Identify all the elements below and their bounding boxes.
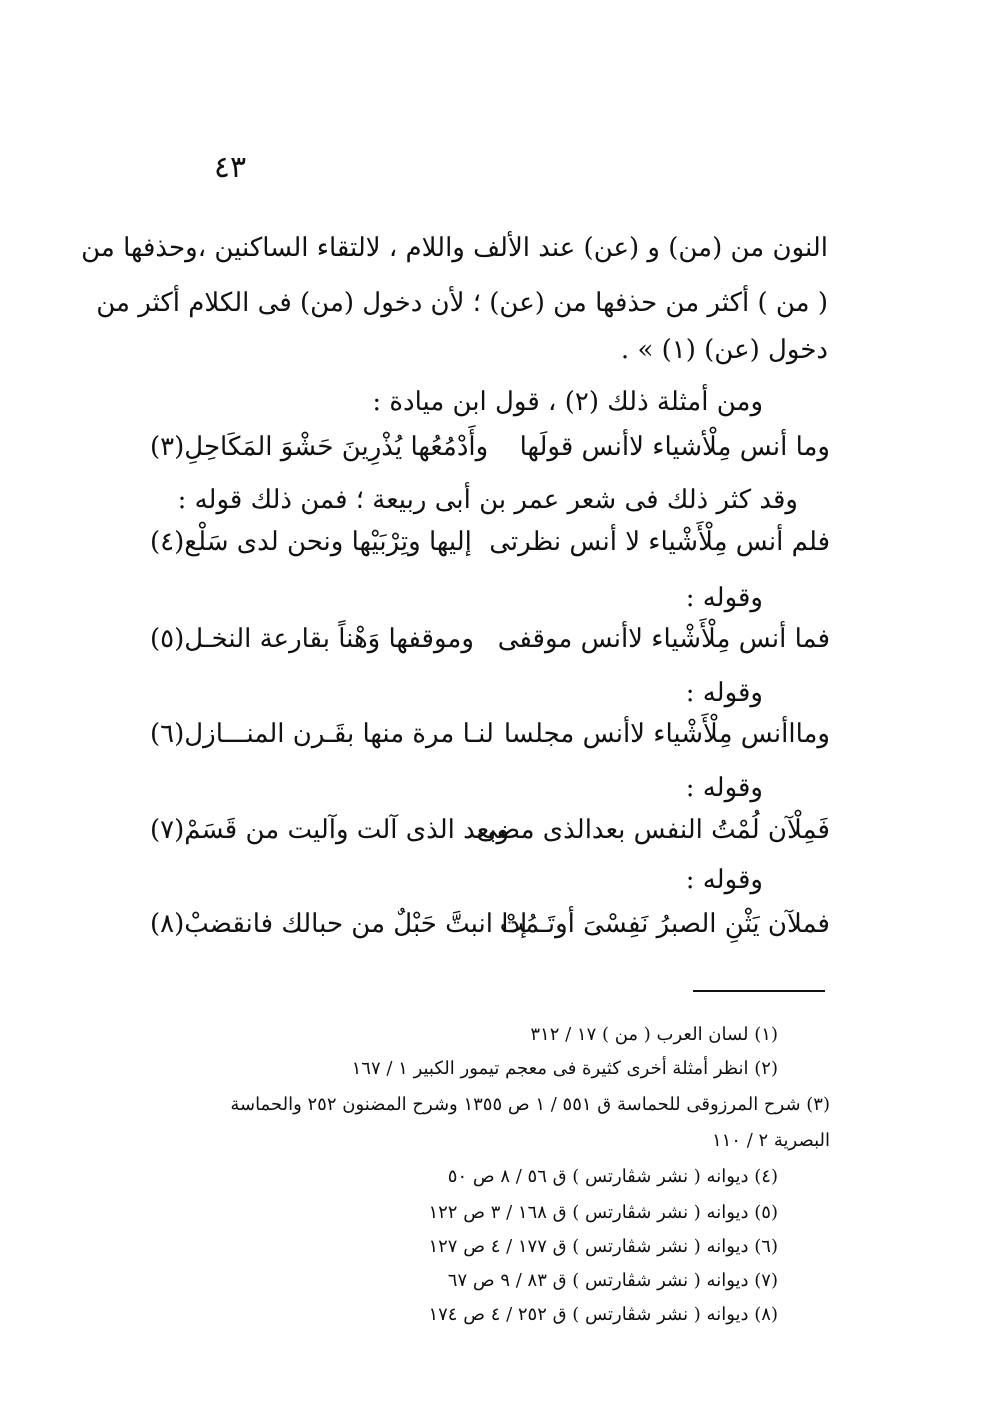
footnote: (٧) ديوانه ( نشر شڤارتس ) ق ٨٣ / ٩ ص ٦٧	[447, 1270, 778, 1291]
verse-second-hemistich: وموقفها وَهْناً بقارعة النخـل(٥)	[150, 624, 474, 654]
verse-line	[150, 902, 830, 946]
verse-first-hemistich: فلم أنس مِلْأَشْياء لا أنس نظرتى	[489, 527, 830, 557]
paragraph-line: دخول (عن) (١) » .	[620, 335, 828, 365]
paragraph-line: النون من (من) و (عن) عند الألف واللام ، لالتقاء الساكنين ،وحذفها من	[81, 233, 828, 263]
verse-second-hemistich: وأَدْمُعُها يُذْرِينَ حَشْوَ المَكَاحِلِ(٣)	[150, 432, 489, 462]
verse-first-hemistich: ومااأنس مِلْأَشْياء لاأنس مجلسا	[503, 719, 830, 749]
verse-first-hemistich: فملآن يَثْنِ الصبرُ نَفِسْىَ أوتَـمُتْ	[499, 909, 830, 939]
verse-first-hemistich: فَمِلْآن لُمْتُ النفس بعدالذى مضى	[476, 815, 830, 845]
verse-line	[150, 520, 830, 564]
footnote: (٢) انظر أمثلة أخرى كثيرة فى معجم تيمور الكبير ١ / ١٦٧	[351, 1058, 778, 1079]
page-number: ٤٣	[213, 150, 247, 185]
verse-line	[150, 617, 830, 661]
verse-line	[150, 808, 830, 852]
paragraph-line: ( من ) أكثر من حذفها من (عن) ؛ لأن دخول (من) فى الكلام أكثر من	[96, 288, 828, 318]
wa-qawluhu: وقوله :	[685, 773, 763, 803]
footnote: (٥) ديوانه ( نشر شڤارتس ) ق ١٦٨ / ٣ ص ١٢٢	[428, 1202, 778, 1223]
footnote: (٨) ديوانه ( نشر شڤارتس ) ق ٢٥٢ / ٤ ص ١٧٤	[428, 1304, 778, 1325]
wa-qawluhu: وقوله :	[685, 678, 763, 708]
verse-line	[150, 425, 830, 469]
footnote: (٤) ديوانه ( نشر شڤارتس ) ق ٥٦ / ٨ ص ٥٠	[447, 1166, 778, 1187]
wa-qawluhu: وقوله :	[685, 583, 763, 613]
intro-umar: وقد كثر ذلك فى شعر عمر بن أبى ربيعة ؛ فمن ذلك قوله :	[177, 485, 798, 515]
verse-first-hemistich: وما أنس مِلْأشياء لاأنس قولَها	[519, 432, 830, 462]
verse-second-hemistich: إليها وتِرْبَيْها ونحن لدى سَلْع(٤)	[150, 527, 472, 557]
verse-second-hemistich: لنـا مرة منها بقَـرن المنـــازل(٦)	[150, 719, 494, 749]
wa-qawluhu: وقوله :	[685, 865, 763, 895]
verse-second-hemistich: وبعد الذى آلت وآليت من قَسَمْ(٧)	[150, 815, 510, 845]
footnote-continuation: البصرية ٢ / ١١٠	[711, 1130, 830, 1151]
footnote: (٦) ديوانه ( نشر شڤارتس ) ق ١٧٧ / ٤ ص ١٢٧	[428, 1236, 778, 1257]
footnote: (٣) شرح المرزوقى للحماسة ق ٥٥١ / ١ ص ١٣٥٥ وشرح المضنون ٢٥٢ والحماسة	[230, 1094, 830, 1115]
intro-ibn-mayyada: ومن أمثلة ذلك (٢) ، قول ابن ميادة :	[372, 387, 763, 417]
verse-line	[150, 712, 830, 756]
verse-first-hemistich: فما أنس مِلْأَشْياء لاأنس موقفى	[497, 624, 830, 654]
verse-second-hemistich: إذا انبتَّ حَبْلٌ من حبالك فانقضبْ(٨)	[150, 909, 528, 939]
footnote-separator	[693, 990, 825, 992]
footnote: (١) لسان العرب ( من ) ١٧ / ٣١٢	[530, 1024, 778, 1045]
